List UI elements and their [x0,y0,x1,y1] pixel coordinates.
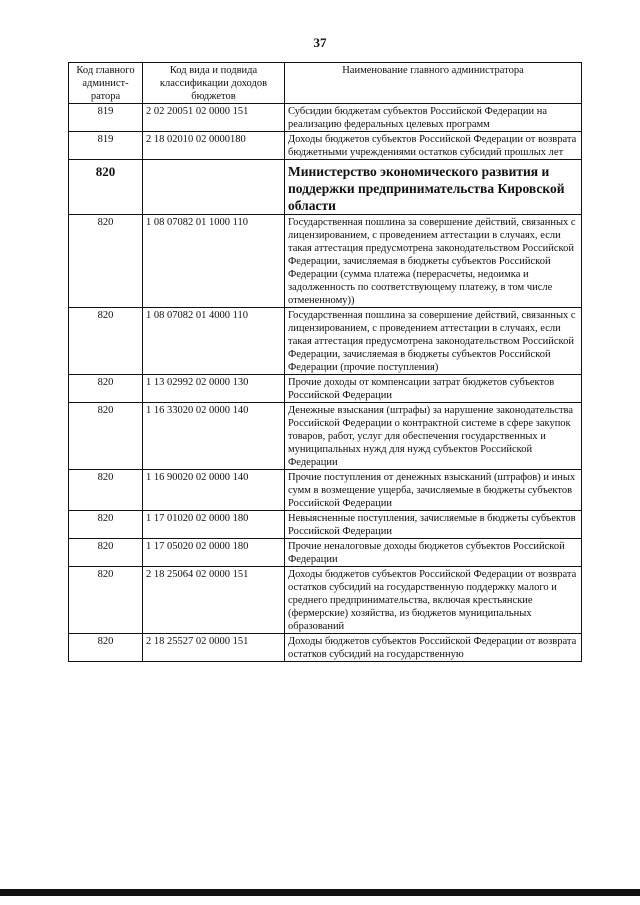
header-classification-code: Код вида и подвида классификации доходов бюджетов [143,63,285,104]
admin-code-cell: 820 [69,511,143,539]
admin-code-cell: 820 [69,215,143,308]
classification-code-cell: 1 17 01020 02 0000 180 [143,511,285,539]
admin-code-cell: 820 [69,375,143,403]
admin-name-cell: Государственная пошлина за совершение действий, связанных с лицензированием, с проведением аттестации в случаях, если такая аттестация предусмотрена законодательством Российской Федерации, зачисляемая в бюджеты субъектов Российской Федерации (сумма платежа (перерасчеты, недоимка и задолженность по соответствующему платежу, в том числе отмененному)) [285,215,582,308]
admin-name-cell: Субсидии бюджетам субъектов Российской Федерации на реализацию федеральных целевых программ [285,104,582,132]
admin-name-cell: Прочие поступления от денежных взысканий (штрафов) и иных сумм в возмещение ущерба, зачисляемые в бюджеты субъектов Российской Федерации [285,470,582,511]
header-admin-code: Код главного админист-ратора [69,63,143,104]
admin-code-cell: 819 [69,104,143,132]
admin-code-cell: 819 [69,132,143,160]
table-header-row [69,63,582,104]
classification-code-cell: 1 08 07082 01 1000 110 [143,215,285,308]
table-row [69,567,582,634]
classification-code-cell: 1 17 05020 02 0000 180 [143,539,285,567]
classification-code-cell: 1 16 90020 02 0000 140 [143,470,285,511]
page-number: 37 [313,35,327,50]
admin-code-cell: 820 [69,160,143,215]
table-row [69,511,582,539]
classification-code-cell: 1 08 07082 01 4000 110 [143,308,285,375]
classification-code-cell [143,160,285,215]
classification-code-cell: 2 18 02010 02 0000180 [143,132,285,160]
admin-name-cell: Прочие доходы от компенсации затрат бюджетов субъектов Российской Федерации [285,375,582,403]
table-row [69,375,582,403]
admin-name-cell: Прочие неналоговые доходы бюджетов субъектов Российской Федерации [285,539,582,567]
admin-name-cell: Доходы бюджетов субъектов Российской Федерации от возврата остатков субсидий на государственную [285,634,582,662]
table-row [69,132,582,160]
table-row [69,539,582,567]
header-admin-name: Наименование главного администратора [285,63,582,104]
admin-name-cell: Доходы бюджетов субъектов Российской Федерации от возврата остатков субсидий на государственную поддержку малого и среднего предпринимательства, включая крестьянские (фермерские) хозяйства, из бюджетов муниципальных образований [285,567,582,634]
admin-code-cell: 820 [69,634,143,662]
table-row [69,403,582,470]
table-row [69,308,582,375]
classification-code-cell: 1 13 02992 02 0000 130 [143,375,285,403]
admin-name-cell: Доходы бюджетов субъектов Российской Федерации от возврата бюджетными учреждениями остатков субсидий прошлых лет [285,132,582,160]
admin-name-cell: Невыясненные поступления, зачисляемые в бюджеты субъектов Российской Федерации [285,511,582,539]
admin-code-cell: 820 [69,470,143,511]
revenue-administrators-table [68,62,582,662]
classification-code-cell: 2 02 20051 02 0000 151 [143,104,285,132]
admin-code-cell: 820 [69,539,143,567]
admin-code-cell: 820 [69,308,143,375]
admin-name-cell: Государственная пошлина за совершение действий, связанных с лицензированием, с проведением аттестации в случаях, если такая аттестация предусмотрена законодательством Российской Федерации, зачисляемая в бюджеты субъектов Российской Федерации (прочие поступления) [285,308,582,375]
table-row [69,634,582,662]
classification-code-cell: 1 16 33020 02 0000 140 [143,403,285,470]
admin-code-cell: 820 [69,567,143,634]
classification-code-cell: 2 18 25064 02 0000 151 [143,567,285,634]
table-row [69,104,582,132]
scan-bottom-border [0,889,640,896]
ministry-heading-row [69,160,582,215]
classification-code-cell: 2 18 25527 02 0000 151 [143,634,285,662]
admin-name-cell: Денежные взыскания (штрафы) за нарушение законодательства Российской Федерации о контрактной системе в сфере закупок товаров, работ, услуг для обеспечения государственных и муниципальных нужд для нужд субъектов Российской Федерации [285,403,582,470]
table-row [69,215,582,308]
admin-code-cell: 820 [69,403,143,470]
ministry-name-cell: Министерство экономического развития и поддержки предпринимательства Кировской области [285,160,582,215]
table-row [69,470,582,511]
